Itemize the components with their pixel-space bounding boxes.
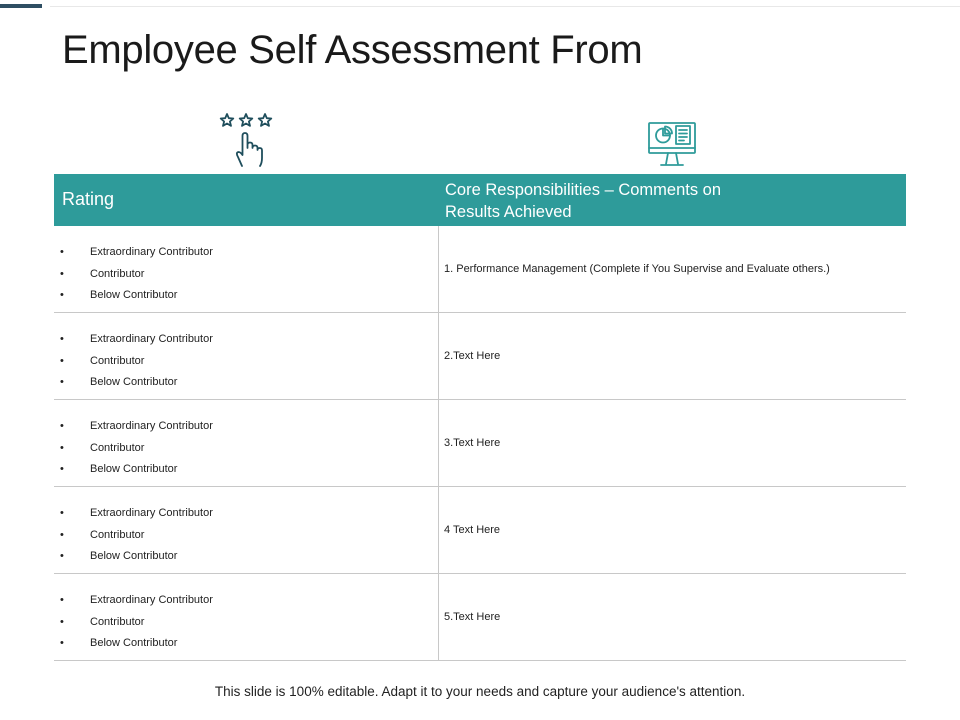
- rating-option: [60, 329, 213, 351]
- accent-bar: [0, 4, 42, 8]
- core-header-line-1: Core Responsibilities – Comments on: [445, 181, 722, 199]
- table-row: [54, 226, 906, 313]
- rating-option: [60, 546, 213, 568]
- rating-option-label: Extraordinary Contributor: [90, 246, 213, 258]
- comment-text: 4 Text Here: [444, 524, 501, 536]
- rating-options: [60, 416, 213, 481]
- rating-option-label: Below Contributor: [90, 376, 178, 388]
- rating-option: [60, 264, 213, 286]
- comment-cell: [444, 400, 906, 486]
- rating-option-label: Contributor: [90, 528, 145, 541]
- comment-cell: [444, 226, 906, 312]
- rating-option-label: Extraordinary Contributor: [90, 420, 213, 432]
- rating-option-label: Below Contributor: [90, 463, 178, 475]
- bullet: •: [60, 246, 64, 258]
- table-row: [54, 487, 906, 574]
- comment-text: 5.Text Here: [444, 611, 501, 623]
- rating-option-label: Extraordinary Contributor: [90, 507, 213, 519]
- rating-cell: [54, 313, 439, 399]
- bullet: •: [60, 354, 64, 367]
- bullet: •: [60, 420, 64, 432]
- bullet: •: [60, 441, 64, 454]
- table-row: [54, 400, 906, 487]
- rating-options: [60, 503, 213, 568]
- bullet: •: [60, 376, 64, 388]
- rating-option: [60, 459, 213, 481]
- core-header-line-2: Results Achieved: [445, 203, 572, 221]
- rating-option-label: Contributor: [90, 354, 145, 367]
- rating-option-label: Below Contributor: [90, 289, 178, 301]
- bullet: •: [60, 267, 64, 280]
- rating-option-label: Extraordinary Contributor: [90, 594, 213, 606]
- footer-note: This slide is 100% editable. Adapt it to your needs and capture your audience's attention.: [214, 684, 746, 699]
- rating-option: [60, 590, 213, 612]
- rating-option-label: Contributor: [90, 615, 145, 628]
- comment-text: 1. Performance Management (Complete if You Supervise and Evaluate others.): [444, 263, 830, 275]
- table-header: [54, 174, 906, 226]
- comment-cell: [444, 487, 906, 573]
- rating-options: [60, 242, 213, 307]
- bullet: •: [60, 528, 64, 541]
- rating-option-label: Below Contributor: [90, 637, 178, 649]
- rating-cell: [54, 574, 439, 660]
- rating-cell: [54, 226, 439, 312]
- rating-option-label: Extraordinary Contributor: [90, 333, 213, 345]
- bullet: •: [60, 463, 64, 475]
- rating-option: [60, 285, 213, 307]
- rating-option: [60, 242, 213, 264]
- comment-cell: [444, 313, 906, 399]
- rating-option: [60, 612, 213, 634]
- rating-option: [60, 351, 213, 373]
- rating-cell: [54, 400, 439, 486]
- bullet: •: [60, 550, 64, 562]
- rating-options: [60, 329, 213, 394]
- table-row: [54, 313, 906, 400]
- rating-option: [60, 438, 213, 460]
- rating-option-label: Below Contributor: [90, 550, 178, 562]
- bullet: •: [60, 507, 64, 519]
- top-divider: [50, 6, 960, 7]
- rating-column-header: Rating: [62, 189, 115, 209]
- rating-cell: [54, 487, 439, 573]
- rating-option: [60, 416, 213, 438]
- rating-option: [60, 525, 213, 547]
- table-row: [54, 574, 906, 661]
- bullet: •: [60, 637, 64, 649]
- rating-option-label: Contributor: [90, 267, 145, 280]
- rating-option: [60, 633, 213, 655]
- slide-title: Employee Self Assessment From: [62, 28, 643, 72]
- stars-hand-icon: [216, 112, 276, 170]
- bullet: •: [60, 333, 64, 345]
- rating-option: [60, 503, 213, 525]
- comment-text: 3.Text Here: [444, 437, 501, 449]
- bullet: •: [60, 594, 64, 606]
- monitor-chart-icon: [647, 120, 697, 170]
- comment-text: 2.Text Here: [444, 350, 501, 362]
- comment-cell: [444, 574, 906, 660]
- rating-option-label: Contributor: [90, 441, 145, 454]
- bullet: •: [60, 615, 64, 628]
- assessment-table: [54, 174, 906, 661]
- rating-option: [60, 372, 213, 394]
- rating-options: [60, 590, 213, 655]
- bullet: •: [60, 289, 64, 301]
- core-responsibilities-column-header: [445, 179, 785, 223]
